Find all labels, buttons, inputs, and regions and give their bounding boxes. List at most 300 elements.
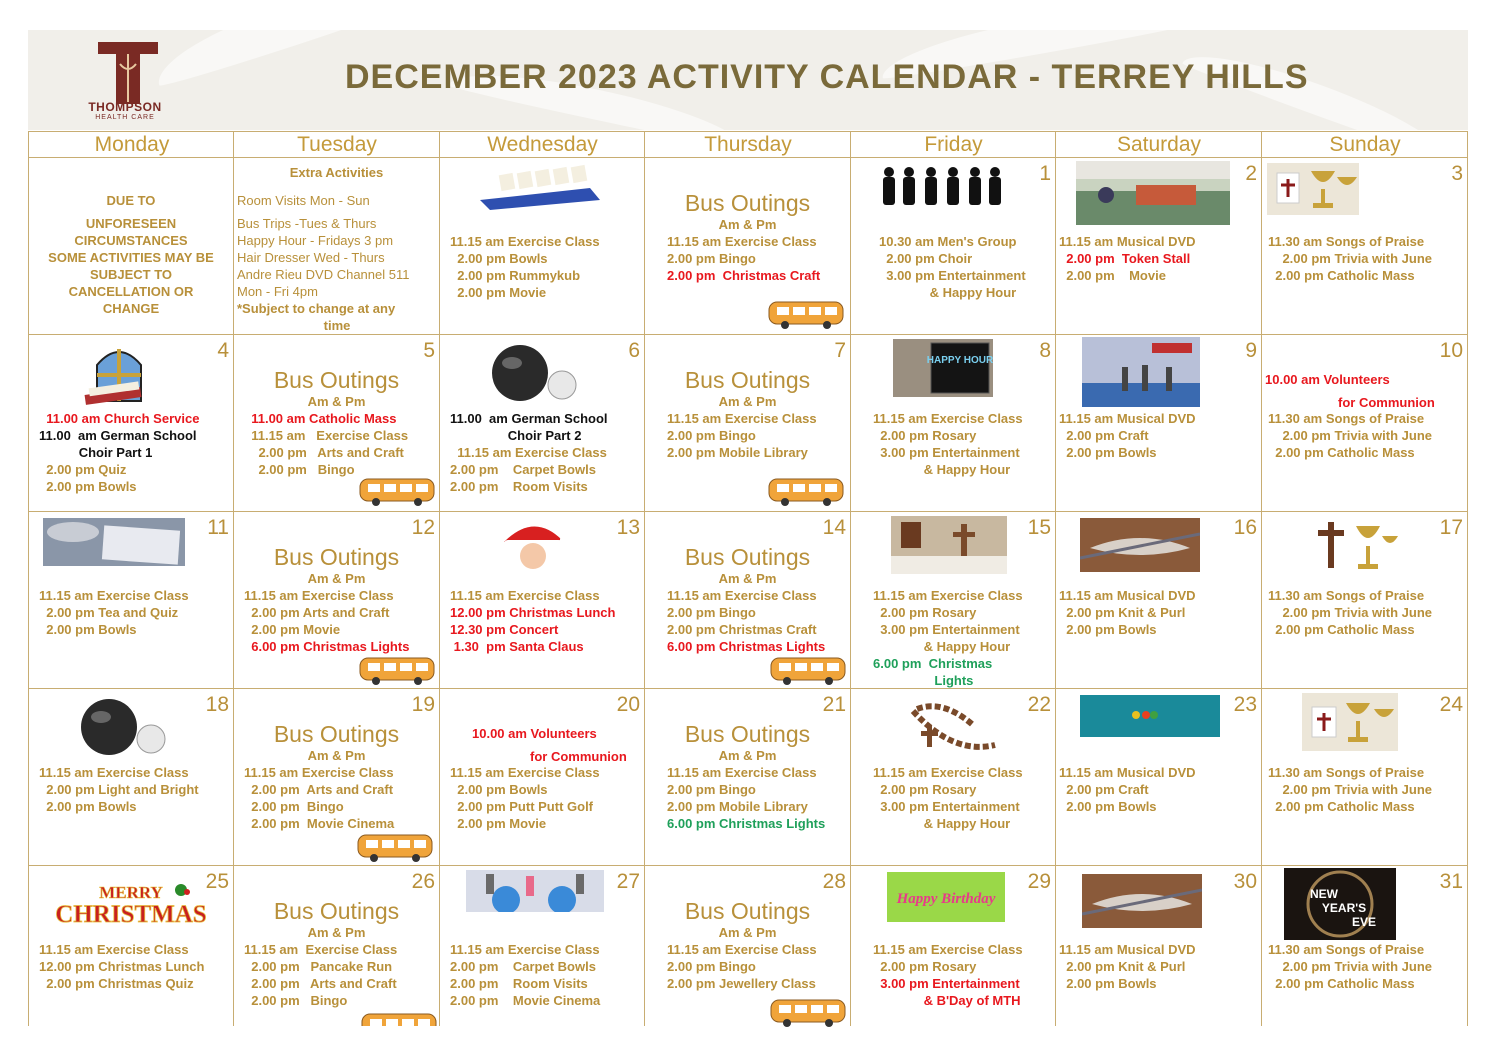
activity: 2.00 pm Light and Bright <box>39 782 199 797</box>
bus-outings-title: Bus Outings <box>273 898 400 924</box>
activity: 2.00 pm Catholic Mass <box>1268 445 1415 460</box>
day-number: 23 <box>1233 693 1257 716</box>
day-cell <box>645 158 851 335</box>
activity-list <box>39 410 243 495</box>
logo-name: THOMPSON <box>88 100 162 114</box>
day-number: 25 <box>205 870 229 893</box>
activity: 2.00 pm Arts and Craft <box>244 445 404 460</box>
activity-list <box>667 410 872 461</box>
activity: & Happy Hour <box>873 462 1011 477</box>
activity: 11.30 am Songs of Praise <box>1268 942 1425 957</box>
activity: 2.00 pm Arts and Craft <box>244 976 397 991</box>
day-cell <box>440 158 645 335</box>
header-cell <box>1056 131 1262 158</box>
day-number: 26 <box>411 870 435 893</box>
activity: 11.15 am Exercise Class <box>667 234 817 249</box>
activity: 2.00 pm Movie Cinema <box>450 993 601 1008</box>
header-cell <box>1262 131 1468 158</box>
activity: 2.00 pm Craft <box>1059 428 1149 443</box>
activity-list <box>1059 764 1264 815</box>
activity: 6.00 pm Christmas <box>873 656 993 671</box>
activity: 2.00 pm Catholic Mass <box>1268 799 1415 814</box>
activity-list <box>450 764 654 832</box>
activity-list <box>450 587 654 655</box>
activity: 6.00 pm Christmas Lights <box>667 816 826 831</box>
header-cell <box>28 131 234 158</box>
header-cell <box>440 131 645 158</box>
day-number: 8 <box>1039 339 1051 362</box>
activity-list <box>667 587 872 655</box>
bus-outings-title: Bus Outings <box>684 544 811 570</box>
activity: 3.00 pm Entertainment <box>873 976 1020 991</box>
new-years-eve-clock-image <box>1284 868 1396 940</box>
activity: 11.00 am German School <box>39 428 197 443</box>
activity: 2.00 pm Arts and Craft <box>244 605 390 620</box>
activity: 2.00 pm Token Stall <box>1059 251 1191 266</box>
day-cell <box>440 689 645 866</box>
day-cell <box>1262 335 1468 512</box>
bowls-mat-image <box>1080 695 1220 737</box>
day-number: 6 <box>628 339 640 362</box>
extra-line: Hair Dresser Wed - Thurs <box>237 250 385 265</box>
bus-icon <box>767 298 845 330</box>
bus-outings-title: Bus Outings <box>684 721 811 747</box>
activity: 11.15 am Musical DVD <box>1059 765 1196 780</box>
day-number: 12 <box>411 516 435 539</box>
christmas-text: CHRISTMAS <box>55 901 207 928</box>
day-cell <box>1056 335 1262 512</box>
notice-line: DUE TO <box>106 193 156 208</box>
activity-list <box>1059 941 1264 992</box>
activity: 2.00 pm Bowls <box>1059 799 1157 814</box>
activity: 2.00 pm Carpet Bowls <box>450 462 596 477</box>
page-title: DECEMBER 2023 ACTIVITY CALENDAR - TERREY HILLS <box>345 58 1309 96</box>
bus-outings-sub: Am & Pm <box>307 394 366 409</box>
activity: 12.30 pm Concert <box>450 622 559 637</box>
day-cell <box>851 689 1056 866</box>
activity: 2.00 pm Choir <box>879 251 973 266</box>
activity: 2.00 pm Carpet Bowls <box>450 959 596 974</box>
day-header-friday: Friday <box>924 133 983 156</box>
header-cell <box>645 131 851 158</box>
day-cell <box>851 866 1056 1026</box>
bus-outings-title: Bus Outings <box>684 898 811 924</box>
bus-icon <box>358 654 436 686</box>
activity: 2.00 pm Quiz <box>39 462 127 477</box>
day-number: 21 <box>822 693 846 716</box>
activity: 12.00 pm Christmas Lunch <box>450 605 616 620</box>
activity: 11.15 am Musical DVD <box>1059 942 1196 957</box>
extra-line: Happy Hour - Fridays 3 pm <box>237 233 394 248</box>
activity-list <box>244 941 449 1009</box>
bus-outings <box>645 190 850 234</box>
activity-list <box>450 410 654 495</box>
knitting-image <box>1082 874 1202 928</box>
activity: 2.00 pm Movie <box>450 285 547 300</box>
day-number: 22 <box>1027 693 1051 716</box>
bus-icon <box>358 475 436 507</box>
notice-line: UNFORESEEN <box>85 216 177 231</box>
day-header-sunday: Sunday <box>1329 133 1401 156</box>
bus-icon <box>360 1010 438 1026</box>
extra-line: Room Visits Mon - Sun <box>237 193 370 208</box>
day-number: 19 <box>411 693 435 716</box>
notice-text <box>29 192 233 317</box>
volunteers-line: 10.00 am Volunteers <box>472 726 597 741</box>
day-number: 3 <box>1451 162 1463 185</box>
activity: 2.00 pm Bowls <box>450 782 548 797</box>
bus-outings-sub: Am & Pm <box>307 925 366 940</box>
bus-outings-sub: Am & Pm <box>307 571 366 586</box>
communion-chalice-image <box>1267 163 1359 215</box>
activity-list <box>1268 764 1473 815</box>
activity-list <box>39 941 243 992</box>
activity: 2.00 pm Tea and Quiz <box>39 605 179 620</box>
day-number: 10 <box>1439 339 1463 362</box>
indoor-bowls-image <box>1082 337 1200 407</box>
market-stall-image <box>1076 161 1230 225</box>
activity: 2.00 pm Craft <box>1059 782 1149 797</box>
day-cell <box>1056 158 1262 335</box>
activity: 2.00 pm Knit & Purl <box>1059 605 1186 620</box>
activity: 2.00 pm Movie <box>450 816 547 831</box>
lawn-bowls-image <box>484 343 584 403</box>
bus-outings <box>645 367 850 411</box>
activity: Lights <box>873 673 974 688</box>
bus-outings-sub: Am & Pm <box>718 394 777 409</box>
activity-list <box>39 764 243 815</box>
activity: 2.00 pm Bingo <box>667 251 756 266</box>
day-cell <box>851 158 1056 335</box>
bus-outings <box>234 367 439 411</box>
bus-outings-title: Bus Outings <box>273 367 400 393</box>
day-number: 24 <box>1439 693 1463 716</box>
activity: 11.15 am Exercise Class <box>39 588 189 603</box>
logo-subtitle: HEALTH CARE <box>95 114 155 121</box>
activity: 11.15 am Exercise Class <box>244 428 409 443</box>
bus-outings-title: Bus Outings <box>684 190 811 216</box>
day-header-wednesday: Wednesday <box>487 133 598 156</box>
activity: & Happy Hour <box>873 639 1011 654</box>
activity: 11.15 am Exercise Class <box>667 942 817 957</box>
day-cell <box>234 689 440 866</box>
activity: 11.00 am Catholic Mass <box>244 411 397 426</box>
activity: 2.00 pm Rosary <box>873 959 977 974</box>
activity: 2.00 pm Bowls <box>1059 445 1157 460</box>
activity: 2.00 pm Bowls <box>1059 976 1157 991</box>
bus-outings-title: Bus Outings <box>273 544 400 570</box>
notice-line: CHANGE <box>102 301 160 316</box>
activity: 2.00 pm Trivia with June <box>1268 605 1432 620</box>
day-cell <box>1262 866 1468 1026</box>
volunteers-line: for Communion <box>530 749 627 764</box>
activity-list <box>1268 233 1473 284</box>
bus-outings <box>645 721 850 765</box>
activity: 2.00 pm Movie Cinema <box>244 816 395 831</box>
communion-chalice-image <box>1302 693 1398 751</box>
day-cell <box>1056 512 1262 689</box>
activity: 2.00 pm Mobile Library <box>667 445 808 460</box>
day-cell <box>234 512 440 689</box>
activity: 11.15 am Exercise Class <box>873 588 1023 603</box>
day-cell <box>1056 689 1262 866</box>
activity: 2.00 pm Arts and Craft <box>244 782 394 797</box>
activity: 11.15 am Exercise Class <box>667 588 817 603</box>
activity: 2.00 pm Putt Putt Golf <box>450 799 594 814</box>
activity-list <box>39 587 243 638</box>
santa-claus-icon <box>496 518 572 582</box>
years-text: YEAR'S <box>1321 901 1367 915</box>
activity-list <box>244 764 449 832</box>
activity: 2.00 pm Rummykub <box>450 268 581 283</box>
exercise-class-image <box>466 870 604 912</box>
activity: 2.00 pm Catholic Mass <box>1268 268 1415 283</box>
activity: 11.30 am Songs of Praise <box>1268 411 1425 426</box>
activity: 2.00 pm Trivia with June <box>1268 251 1432 266</box>
day-number: 5 <box>423 339 435 362</box>
day-number: 28 <box>822 870 846 893</box>
happy-hour-sign-image <box>893 339 993 397</box>
church-window-icon <box>83 339 155 405</box>
activity: 1.30 pm Santa Claus <box>450 639 584 654</box>
bus-outings <box>645 898 850 942</box>
header-cell <box>851 131 1056 158</box>
bus-outings-sub: Am & Pm <box>718 571 777 586</box>
day-cell <box>234 866 440 1026</box>
activity: 2.00 pm Bingo <box>244 993 348 1008</box>
rosary-altar-image <box>891 516 1007 574</box>
activity: 2.00 pm Bowls <box>1059 622 1157 637</box>
lawn-bowls-image <box>73 697 173 757</box>
new-text: NEW <box>1310 887 1338 901</box>
day-number: 20 <box>616 693 640 716</box>
activity: 12.00 pm Christmas Lunch <box>39 959 205 974</box>
activity: 11.15 am Exercise Class <box>873 942 1023 957</box>
activity: 2.00 pm Bingo <box>667 428 756 443</box>
activity: 11.15 am Exercise Class <box>450 942 600 957</box>
activity: 2.00 pm Christmas Quiz <box>39 976 194 991</box>
extra-line: Andre Rieu DVD Channel 511 <box>237 267 410 282</box>
day-cell <box>440 335 645 512</box>
activity-list <box>244 587 449 655</box>
extra-line: Mon - Fri 4pm <box>237 284 318 299</box>
activity-list <box>667 764 872 832</box>
activity: 3.00 pm Entertainment <box>873 799 1020 814</box>
day-number: 2 <box>1245 162 1257 185</box>
bus-outings-sub: Am & Pm <box>718 925 777 940</box>
activity-list <box>450 941 654 1009</box>
activity: 2.00 pm Rosary <box>873 782 977 797</box>
day-header-thursday: Thursday <box>704 133 792 156</box>
activity: 2.00 pm Bowls <box>39 799 137 814</box>
day-number: 27 <box>616 870 640 893</box>
activity: 11.15 am Exercise Class <box>244 588 394 603</box>
day-cell <box>645 512 851 689</box>
bus-icon <box>769 654 847 686</box>
notice-line: SOME ACTIVITIES MAY BE <box>48 250 214 265</box>
happy-birthday-text: Happy Birthday <box>896 891 996 907</box>
activity-list <box>879 233 1083 301</box>
day-number: 31 <box>1439 870 1463 893</box>
activity: 2.00 pm Room Visits <box>450 976 588 991</box>
notice-line: CANCELLATION OR <box>68 284 194 299</box>
activity: 2.00 pm Bingo <box>244 799 344 814</box>
activity: 3.00 pm Entertainment <box>873 445 1020 460</box>
activity: 11.15 am Musical DVD <box>1059 411 1196 426</box>
day-cell <box>851 512 1056 689</box>
activity-list <box>873 941 1077 1009</box>
activity: 11.15 am Exercise Class <box>450 234 600 249</box>
extra-list <box>237 192 442 334</box>
activity-list <box>1268 410 1473 461</box>
activity: 2.00 pm Rosary <box>873 605 977 620</box>
activity: 2.00 pm Bingo <box>667 959 756 974</box>
activity: 2.00 pm Trivia with June <box>1268 782 1432 797</box>
day-number: 30 <box>1233 870 1257 893</box>
bus-outings-sub: Am & Pm <box>718 217 777 232</box>
happy-birthday-image <box>887 872 1005 922</box>
activity: 2.00 pm Rosary <box>873 428 977 443</box>
activity: 11.30 am Songs of Praise <box>1268 588 1425 603</box>
activity: Choir Part 1 <box>39 445 153 460</box>
activity: 2.00 pm Bowls <box>39 622 137 637</box>
activity: 2.00 pm Christmas Craft <box>667 268 821 283</box>
bus-outings <box>234 544 439 588</box>
activity-list <box>873 410 1077 478</box>
activity: 2.00 pm Mobile Library <box>667 799 808 814</box>
activity: 6.00 pm Christmas Lights <box>244 639 410 654</box>
day-cell-extra <box>234 158 440 335</box>
day-cell <box>1262 512 1468 689</box>
activity: 11.15 am Exercise Class <box>244 942 398 957</box>
day-number: 1 <box>1039 162 1051 185</box>
notice-line: SUBJECT TO <box>89 267 173 282</box>
activity: 2.00 pm Pancake Run <box>244 959 393 974</box>
bus-outings <box>234 898 439 942</box>
activity: 11.15 am Exercise Class <box>244 765 394 780</box>
header-cell <box>234 131 440 158</box>
extra-line: Bus Trips -Tues & Thurs <box>237 216 377 231</box>
bus-icon <box>356 831 434 863</box>
bus-outings <box>645 544 850 588</box>
extra-title: Extra Activities <box>289 165 384 180</box>
activity: 11.15 am Exercise Class <box>39 942 189 957</box>
day-header-monday: Monday <box>94 133 170 156</box>
activity-list <box>1268 941 1473 992</box>
activity: 2.00 pm Catholic Mass <box>1268 976 1415 991</box>
activity: 11.00 am Church Service <box>39 411 200 426</box>
day-number: 4 <box>217 339 229 362</box>
activity: 2.00 pm Bingo <box>244 462 355 477</box>
bus-outings-title: Bus Outings <box>273 721 400 747</box>
activity: 3.00 pm Entertainment <box>873 622 1020 637</box>
activity: & Happy Hour <box>873 816 1011 831</box>
bus-outings-sub: Am & Pm <box>718 748 777 763</box>
activity-list <box>1059 233 1264 284</box>
day-cell <box>645 866 851 1026</box>
activity: 11.15 am Exercise Class <box>667 411 817 426</box>
activity: 10.30 am Men's Group <box>879 234 1017 249</box>
rummikub-image <box>470 164 606 210</box>
activity: 2.00 pm Jewellery Class <box>667 976 816 991</box>
bus-outings-sub: Am & Pm <box>307 748 366 763</box>
day-cell-notice <box>28 158 234 335</box>
knitting-image <box>1080 518 1200 572</box>
day-cell <box>440 512 645 689</box>
activity: 11.15 am Exercise Class <box>873 411 1023 426</box>
day-number: 15 <box>1027 516 1051 539</box>
activity-list <box>1059 410 1264 461</box>
activity: 11.00 am German School <box>450 411 608 426</box>
activity: 11.30 am Songs of Praise <box>1268 234 1425 249</box>
day-cell <box>28 866 234 1026</box>
extra-line: time <box>323 318 351 333</box>
day-cell <box>851 335 1056 512</box>
activity-list <box>1059 587 1264 638</box>
activity-list <box>1268 587 1473 638</box>
day-cell <box>645 689 851 866</box>
activity-list <box>244 410 449 478</box>
activity: & B'Day of MTH <box>873 993 1021 1008</box>
activity: Choir Part 2 <box>450 428 582 443</box>
activity: 2.00 pm Bowls <box>39 479 137 494</box>
day-header-tuesday: Tuesday <box>297 133 377 156</box>
activity: 11.30 am Songs of Praise <box>1268 765 1425 780</box>
activity: 2.00 pm Movie <box>1059 268 1166 283</box>
day-number: 14 <box>822 516 846 539</box>
activity: 2.00 pm Christmas Craft <box>667 622 817 637</box>
day-cell <box>28 335 234 512</box>
activity: 11.15 am Exercise Class <box>450 765 600 780</box>
activity: 11.15 am Exercise Class <box>450 445 607 460</box>
bus-outings <box>234 721 439 765</box>
activity: 6.00 pm Christmas Lights <box>667 639 826 654</box>
day-number: 9 <box>1245 339 1257 362</box>
activity: 2.00 pm Knit & Purl <box>1059 959 1186 974</box>
activity: 2.00 pm Bingo <box>667 605 756 620</box>
day-cell <box>1262 158 1468 335</box>
day-number: 16 <box>1233 516 1257 539</box>
day-number: 29 <box>1027 870 1051 893</box>
activity: 2.00 pm Bowls <box>450 251 548 266</box>
day-header-saturday: Saturday <box>1116 133 1202 156</box>
merry-text: MERRY <box>99 883 163 902</box>
activity: 2.00 pm Room Visits <box>450 479 588 494</box>
volunteers-line: for Communion <box>1338 395 1435 410</box>
notice-line: CIRCUMSTANCES <box>74 233 188 248</box>
day-cell <box>28 689 234 866</box>
activity: 2.00 pm Movie <box>244 622 341 637</box>
day-cell <box>440 866 645 1026</box>
eve-text: EVE <box>1351 915 1377 929</box>
extra-line: *Subject to change at any <box>237 301 396 316</box>
activity-list <box>667 941 872 992</box>
mens-group-silhouette-image <box>879 166 1003 206</box>
activity: 2.00 pm Catholic Mass <box>1268 622 1415 637</box>
merry-christmas-image <box>47 880 215 930</box>
activity: 11.15 am Exercise Class <box>450 588 600 603</box>
activity-list <box>667 233 872 284</box>
bus-icon <box>769 996 847 1028</box>
day-cell <box>1056 866 1262 1026</box>
activity: 2.00 pm Trivia with June <box>1268 959 1432 974</box>
bus-icon <box>767 475 845 507</box>
cross-and-chalice-icon <box>1310 516 1402 578</box>
volunteers-line: 10.00 am Volunteers <box>1265 372 1390 387</box>
happy-hour-text: HAPPY HOUR <box>926 355 993 366</box>
activity: 11.15 am Musical DVD <box>1059 588 1196 603</box>
tea-and-quiz-image <box>43 518 185 566</box>
